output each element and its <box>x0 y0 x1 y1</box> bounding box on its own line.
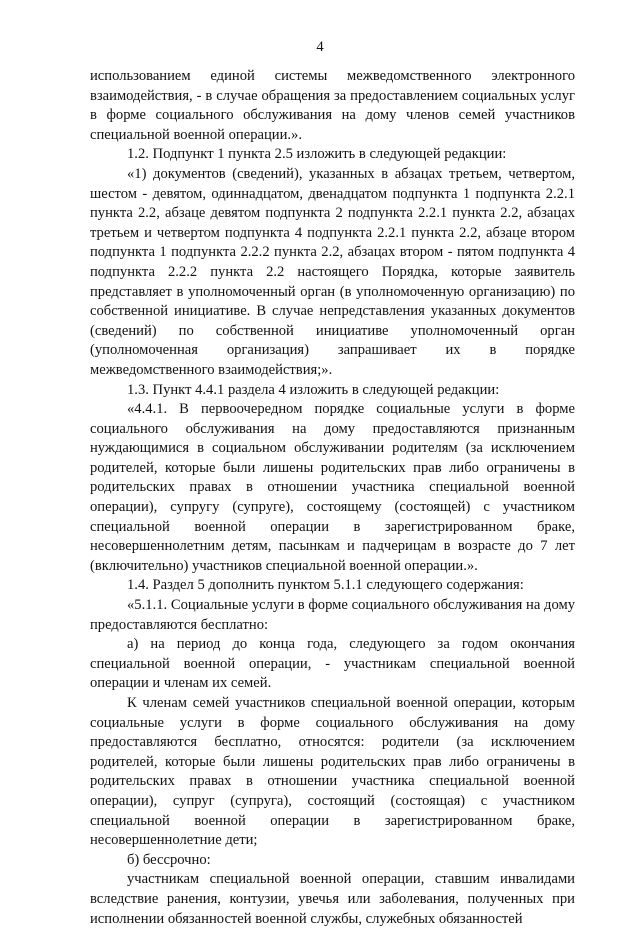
paragraph: 1.2. Подпункт 1 пункта 2.5 изложить в следующей редакции: <box>127 146 507 163</box>
paragraph: а) на период до конца года, следующего за годом окончания специальной военной операции, - участникам специальной военной операции и членам их семей. <box>90 636 575 692</box>
paragraph: «5.1.1. Социальные услуги в форме социального обслуживания на дому предоставляются бесплатно: <box>90 597 575 633</box>
document-body <box>90 67 575 929</box>
paragraph: «4.4.1. В первоочередном порядке социальные услуги в форме социального обслуживания на дому предоставляются признанным нуждающимися в социальном обслуживании родителям (за исключением родителей, которые были лишены родительских прав либо ограничены в родительских правах в отношении участника специальной военной операции), супругу (супруге), состоящему (состоящей) с участником специальной военной операции в зарегистрированном браке, несовершеннолетним детям, пасынкам и падчерицам в возрасте до 7 лет (включительно) участников специальной военной операции.». <box>90 401 575 574</box>
paragraph: б) бессрочно: <box>127 851 211 868</box>
paragraph: участникам специальной военной операции, ставшим инвалидами вследствие ранения, контузии, увечья или заболевания, полученных при исполнении обязанностей военной службы, служебных обязанностей <box>90 871 575 927</box>
paragraph: 1.3. Пункт 4.4.1 раздела 4 изложить в следующей редакции: <box>127 381 500 398</box>
page-number: 4 <box>316 39 324 55</box>
paragraph: 1.4. Раздел 5 дополнить пунктом 5.1.1 следующего содержания: <box>127 577 524 594</box>
paragraph: использованием единой системы межведомственного электронного взаимодействия, - в случае обращения за предоставлением социальных услуг в форме социального обслуживания на дому членов семей участников специальной военной операции.». <box>90 68 575 143</box>
paragraph: К членам семей участников специальной военной операции, которым социальные услуги в форме социального обслуживания на дому предоставляются бесплатно, относятся: родители (за исключением родителей, которые были лишены родительских прав либо ограничены в родительских правах в отношении участника специальной военной операции), супруг (супруга), состоящий (состоящая) с участником специальной военной операции в зарегистрированном браке, несовершеннолетние дети; <box>90 695 575 849</box>
paragraph: «1) документов (сведений), указанных в абзацах третьем, четвертом, шестом - девятом, одиннадцатом, двенадцатом подпункта 1 подпункта 2.2.1 пункта 2.2, абзаце девятом подпункта 2 подпункта 2.2.1 пункта 2.2, абзацах третьем и четвертом подпункта 4 подпункта 2.2.1 пункта 2.2, абзаце втором подпункта 1 подпункта 2.2.2 пункта 2.2, абзацах втором - пятом подпункта 4 подпункта 2.2.2 пункта 2.2 настоящего Порядка, которые заявитель представляет в уполномоченный орган (в уполномоченную организацию) по собственной инициативе. В случае непредставления указанных документов (сведений) по собственной инициативе уполномоченный орган (уполномоченная организация) запрашивает их в порядке межведомственного взаимодействия;». <box>90 165 575 378</box>
